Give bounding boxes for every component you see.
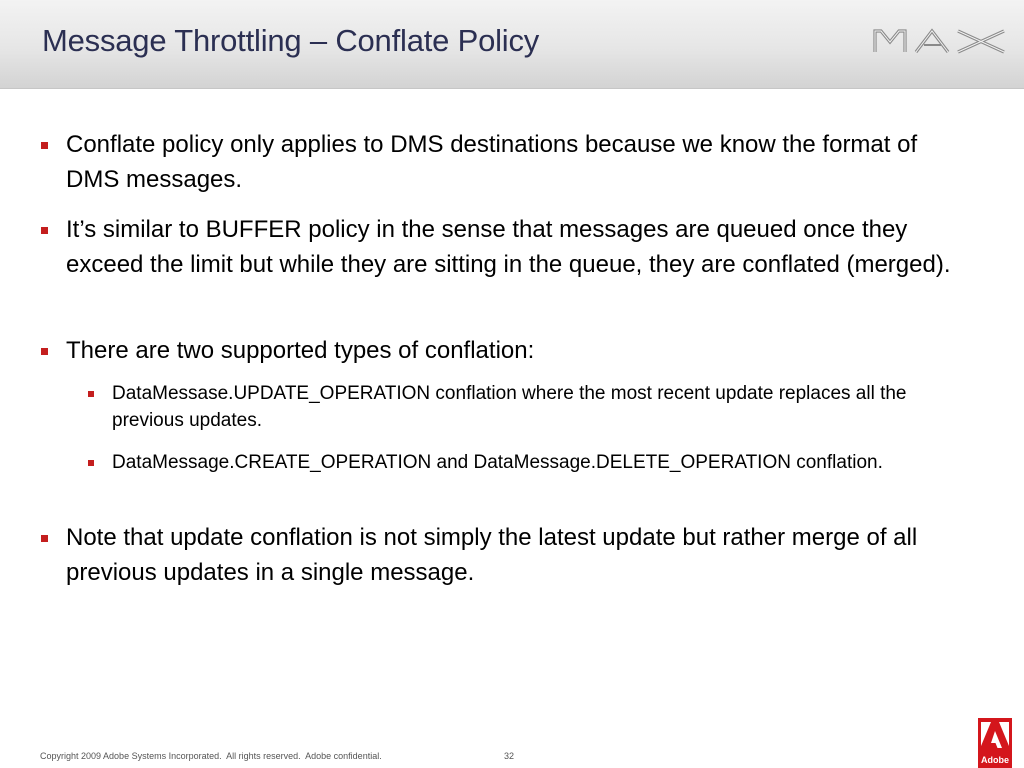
bullet-text: It’s similar to BUFFER policy in the sense that messages are queued once they exceed the limit but while they are sitting in the queue, they are conflated (merged).: [66, 216, 951, 278]
bullet-text: Note that update conflation is not simply the latest update but rather merge of all previous updates in a single message.: [66, 524, 918, 586]
adobe-wordmark: Adobe: [981, 755, 1009, 765]
slide-header: [0, 0, 1024, 89]
bullet-text: Conflate policy only applies to DMS destinations because we know the format of DMS messages.: [66, 131, 918, 193]
bullet-item: [66, 212, 966, 282]
adobe-logo: [978, 718, 1012, 768]
bullet-marker-icon: [41, 142, 48, 149]
sub-bullet-item: [112, 380, 942, 434]
sub-bullet-text: DataMessage.CREATE_OPERATION and DataMessage.DELETE_OPERATION conflation.: [112, 452, 883, 473]
footer-copyright: Copyright 2009 Adobe Systems Incorporated. All rights reserved. Adobe confidential.: [40, 751, 382, 761]
bullet-marker-icon: [41, 535, 48, 542]
bullet-text: There are two supported types of conflation:: [66, 337, 535, 364]
bullet-item: [66, 333, 966, 368]
sub-bullet-text: DataMessase.UPDATE_OPERATION conflation where the most recent update replaces all the previous updates.: [112, 383, 907, 431]
sub-bullet-item: [112, 449, 942, 476]
slide-title: Message Throttling – Conflate Policy: [42, 23, 540, 58]
adobe-a-icon: [981, 722, 1009, 752]
bullet-marker-icon: [41, 227, 48, 234]
bullet-item: [66, 520, 966, 590]
bullet-marker-icon: [41, 348, 48, 355]
bullet-item: [66, 127, 966, 197]
sub-bullet-marker-icon: [88, 460, 94, 466]
max-logo-icon: [872, 28, 1008, 54]
sub-bullet-marker-icon: [88, 391, 94, 397]
page-number: 32: [504, 751, 515, 761]
